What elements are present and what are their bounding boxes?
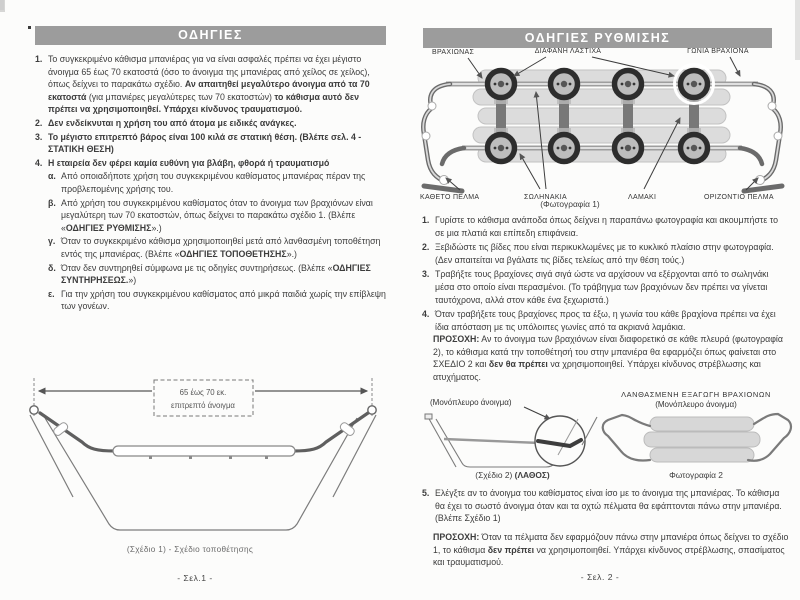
wrong-arm-extension-photo <box>598 413 794 467</box>
step-text: Όταν τραβήξετε τους βραχίονες προς τα έξω, η γωνία του κάθε βραχίονα πρέπει να έχει ίδια απόσταση με τις υπόλοιπες γωνίες από τα ακριανά λαμάκια. <box>435 309 776 332</box>
list-item-2 <box>35 117 388 130</box>
item-text-bold: ΟΔΗΓΙΕΣ ΣΥΝΤΗΡΗΣΕΩΣ. <box>61 262 371 286</box>
fig2-caption-text: (Σχέδιο 2) <box>475 470 513 480</box>
bathtub-outline <box>30 415 376 530</box>
step-4 <box>422 308 789 333</box>
step-number: 3. <box>422 269 430 280</box>
item-text-bold: Αν απαιτηθεί μεγαλύτερο άνοιγμα από τα 70 εκατοστά <box>48 79 370 102</box>
ring <box>615 71 642 98</box>
sub-item-c <box>35 235 388 260</box>
item-number: δ. <box>48 262 56 273</box>
caution-text: να χρησιμοποιηθεί. Υπάρχει κίνδυνος στρέβλωσης και ατυχήματος. <box>433 359 761 382</box>
ring <box>488 135 515 162</box>
tub-inner-profile <box>45 418 357 530</box>
photo2-caption: Φωτογραφία 2 <box>669 470 723 480</box>
fig2-caption <box>420 470 605 480</box>
item-number: ε. <box>48 288 55 299</box>
step-number: 4. <box>422 309 430 320</box>
item-text-bold: ΟΔΗΓΙΕΣ ΡΥΘΜΙΣΗΣ <box>65 222 152 233</box>
page1-title: ΟΔΗΓΙΕΣ <box>178 28 243 42</box>
dimension-box <box>154 380 253 416</box>
item-text-bold: το κάθισμα αυτό δεν πρέπει να χρησιμοποιηθεί. Υπάρχει κίνδυνος τραυματισμού. <box>48 91 359 115</box>
caution-1 <box>433 333 789 383</box>
arm-left-raised <box>603 415 650 461</box>
page2-footer: - Σελ. 2 - <box>580 572 620 582</box>
diagram1-caption: (Σχέδιο 1) - Σχέδιο τοποθέτησης <box>126 545 254 554</box>
ring <box>681 135 708 162</box>
page2-title: ΟΔΗΓΙΕΣ ΡΥΘΜΙΣΗΣ <box>524 31 671 45</box>
item-text-bold: ΟΔΗΓΙΕΣ ΤΟΠΟΘΕΤΗΣΗΣ <box>179 248 287 259</box>
dimension-text-2: επιτρεπτό άνοιγμα <box>171 401 235 410</box>
seat-bar <box>113 446 295 456</box>
step-5 <box>422 487 789 525</box>
seat-foot-tick <box>149 456 152 459</box>
fig2-caption-wrong: (ΛΑΘΟΣ) <box>514 470 550 480</box>
rim-hook-left <box>425 414 432 419</box>
item-text: ».) <box>151 222 162 233</box>
photo2-title-1: ΛΑΝΘΑΣΜΕΝΗ ΕΞΑΓΩΓΗ ΒΡΑΧΙΟΝΩΝ <box>621 390 771 399</box>
item-text: Όταν δεν συντηρηθεί σύμφωνα με τις οδηγίες συντηρήσεως. (Βλέπε « <box>61 262 333 273</box>
seat-foot-tick <box>189 456 192 459</box>
item-number: 4. <box>35 157 43 168</box>
arm-cap <box>756 176 765 185</box>
page1-header-bar <box>35 26 386 45</box>
ring <box>551 71 578 98</box>
tub-outer-right-wall <box>582 417 597 445</box>
arm-cap <box>768 102 776 110</box>
label-corner: ΓΩΝΙΑ ΒΡΑΧΙΟΝΑ <box>687 48 749 55</box>
item-text: ») <box>128 275 137 286</box>
label-arm: ΒΡΑΧΙΩΝΑΣ <box>432 49 475 56</box>
step-text: Ξεβιδώστε τις βίδες που είναι περικυκλωμένες με το κυκλικό πλαίσιο στην φωτογραφία. (Δεν απαιτείται να βγάλατε τις βίδες τελείως από την θέση τούς.) <box>435 242 774 265</box>
tub-outer-right-wall <box>333 415 376 497</box>
label-horizontal-foot: ΟΡΙΖΟΝΤΙΟ ΠΕΛΜΑ <box>704 194 774 201</box>
step-text: Τραβήξτε τους βραχίονες σιγά σιγά ώστε να αρχίσουν να εξέρχονται από το σωληνάκι μέσα στο οποίο είναι περασμένοι. (Το τράβηγμα των βραχιόνων δεν πρέπει να γίνεται ταυτόχρονα, αλλά στον κάθε ένα ξεχωριστά.) <box>435 269 769 305</box>
photo1-caption: (Φωτογραφία 1) <box>540 199 600 209</box>
step-2 <box>422 241 789 266</box>
item-text: Το μέγιστο επιτρεπτό βάρος είναι 100 κιλά σε στατική θέση. (Βλέπε σελ. 4 - ΣΤΑΤΙΚΗ ΘΕΣΗ) <box>48 131 362 155</box>
sub-item-e <box>35 288 388 313</box>
seat-slats <box>644 417 760 462</box>
caution-text-bold: δεν θα πρέπει <box>488 359 548 370</box>
item-number: β. <box>48 197 56 208</box>
item-text: Από χρήση του συγκεκριμένου καθίσματος όταν το άνοιγμα των βραχιόνων είναι μεγαλύτερη των 70 εκατοστών, όπως δείχνει το παρακάτω σχέδιο 1. (Βλέπε « <box>61 197 373 233</box>
list-item-1 <box>35 53 388 116</box>
page2-steps <box>422 214 789 334</box>
arm-cap <box>440 176 449 185</box>
arm-cap <box>428 102 436 110</box>
label-rubbers: ΔΙΑΦΑΝΗ ΛΑΣΤΙΧΑ <box>534 48 602 55</box>
list-item-4 <box>35 157 388 170</box>
item-number: α. <box>48 171 56 182</box>
page1-instructions <box>35 53 388 314</box>
label-vertical-foot: ΚΑΘΕΤΟ ΠΕΛΜΑ <box>420 194 480 201</box>
caution-2 <box>433 531 789 569</box>
ring <box>681 71 708 98</box>
step-number: 1. <box>422 215 430 225</box>
ring <box>615 135 642 162</box>
wrong-placement-diagram <box>420 393 605 469</box>
item-text: Από οποιαδήποτε χρήση του συγκεκριμένου καθίσματος μπανιέρας πέραν της προβλεπομένης χρήσης του. <box>61 171 366 194</box>
caution-text: να χρησιμοποιηθεί. Υπάρχει κίνδυνος στρέβλωσης, σπασίματος και τραυματισμού. <box>433 544 785 568</box>
ring <box>488 71 515 98</box>
tube-bend-right <box>740 148 762 164</box>
item-number: 2. <box>35 117 43 128</box>
item-text: Το συγκεκριμένο κάθισμα μπανιέρας για να είναι ασφαλές πρέπει να έχει μέγιστο άνοιγμα 65 έως 70 εκατοστά (όσο το άνοιγμα της μπανιέρας από χείλος σε χείλος), όπως δείχνει το παρακάτω σχέδιο. <box>48 54 370 90</box>
step-text: Ελέγξτε αν το άνοιγμα του καθίσματος είναι ίσο με το άνοιγμα της μπανιέρας. Το κάθισμα θα έχει το σωστό άνοιγμα όταν και τα οχτώ πέλματα θα εφάπτονται πάνω στην μπανιέρα. (Βλέπε Σχέδιο 1) <box>435 488 782 524</box>
step-1 <box>422 214 789 239</box>
item-number: 1. <box>35 54 43 64</box>
caution-text: Όταν τα πέλματα δεν εφαρμόζουν πάνω στην μπανιέρα όπως δείχνει το σχέδιο 1, το κάθισμα <box>433 532 789 555</box>
page1-footer: - Σελ.1 - <box>177 573 213 583</box>
item-text: (για μπανιέρες μεγαλύτερες των 70 εκατοστών) <box>88 91 275 102</box>
sub-item-b <box>35 197 388 235</box>
item-text: Δεν ενδείκνυται η χρήση του από άτομα με ειδικές ανάγκες. <box>48 117 297 128</box>
one-sided-opening-label: (Μονόπλευρο άνοιγμα) <box>430 398 512 407</box>
list-item-3 <box>35 131 388 156</box>
seat-foot-tick <box>265 456 268 459</box>
seat-foot-tick <box>229 456 232 459</box>
rim-hook-right <box>368 406 376 414</box>
ring <box>551 135 578 162</box>
caution-text: Αν το άνοιγμα των βραχιόνων είναι διαφορετικό σε κάθε πλευρά (φωτογραφία 2), το κάθισμα κατά την τοποθέτησή του στην μπανιέρα θα εφαρμόζει όπως φαίνεται στο ΣΧΕΔΙΟ 2 και <box>433 334 783 370</box>
bathtub-placement-diagram <box>26 376 392 544</box>
dimension-annotation <box>34 378 372 416</box>
step-number: 2. <box>422 242 430 253</box>
tube-bend-left <box>442 148 464 164</box>
step-number: 5. <box>422 488 430 498</box>
item-text: ».) <box>286 248 297 259</box>
photo2-title-2: (Μονόπλευρο άνοιγμα) <box>655 400 737 409</box>
item-number: γ. <box>48 236 56 247</box>
page-2 <box>400 0 800 600</box>
arm-cap <box>422 132 430 140</box>
tilted-seat-bar <box>444 439 540 443</box>
label-tubes: ΣΩΛΗΝΑΚΙΑ <box>524 194 567 201</box>
item-text: Η εταιρεία δεν φέρει καμία ευθύνη για βλάβη, φθορά ή τραυματισμό <box>48 157 330 168</box>
step-text: Γυρίστε το κάθισμα ανάποδα όπως δείχνει η παραπάνω φωτογραφία και ακουμπήστε το σε μια πλατιά και επίπεδη επιφάνεια. <box>435 215 778 238</box>
rim-hook-left <box>30 406 38 414</box>
arm-cap <box>774 132 782 140</box>
label-plate: ΛΑΜΑΚΙ <box>628 194 657 201</box>
caution-text-bold: δεν πρέπει <box>487 544 535 555</box>
item-text: Για την χρήση του συγκεκριμένου καθίσματος από μικρά παιδιά χωρίς την επίβλεψη των γονέων. <box>61 288 386 312</box>
step-3 <box>422 268 789 306</box>
seat-arm-left <box>40 413 115 451</box>
sub-item-d <box>35 262 388 287</box>
seat-photo-top <box>416 44 790 204</box>
item-text: Όταν το συγκεκριμένο κάθισμα χρησιμοποιηθεί μετά από λανθασμένη τοποθέτηση εντός της μπανιέρας. (Βλέπε « <box>61 236 381 259</box>
sub-item-a <box>35 170 388 195</box>
dimension-text-1: 65 έως 70 εκ. <box>179 388 227 397</box>
step-5-block <box>422 487 789 526</box>
caution-label: ΠΡΟΣΟΧΗ: <box>433 334 480 344</box>
caution-label: ΠΡΟΣΟΧΗ: <box>433 532 480 542</box>
item-number: 3. <box>35 131 43 142</box>
